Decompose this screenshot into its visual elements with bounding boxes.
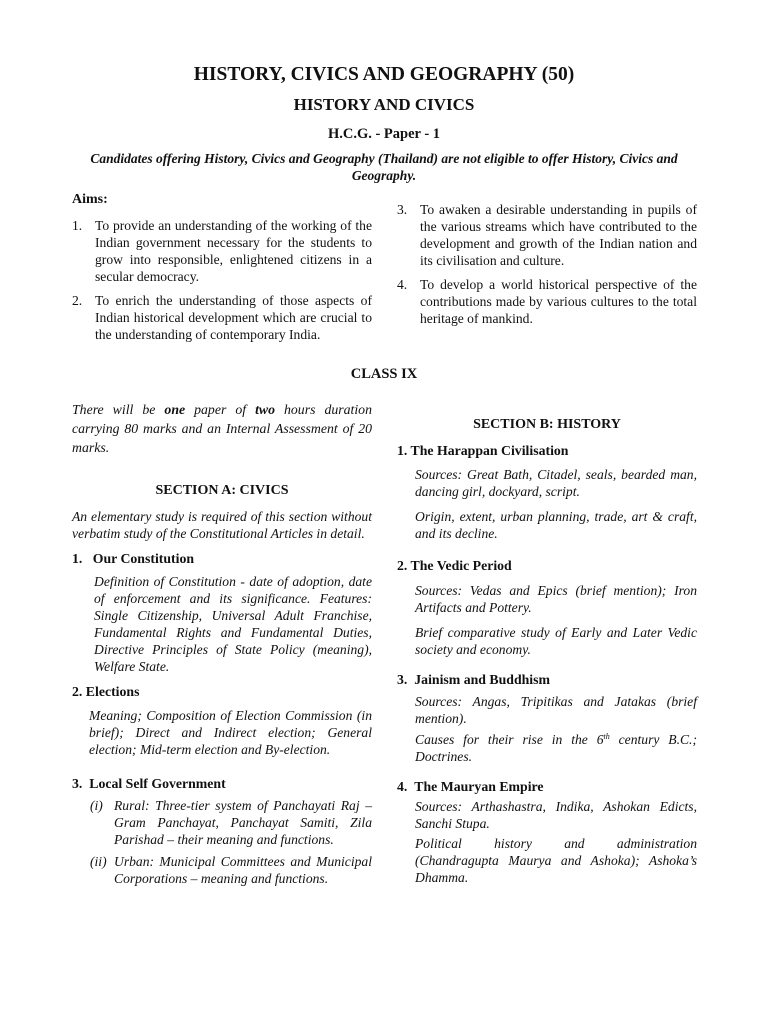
topic-heading: 1. The Harappan Civilisation — [397, 443, 569, 458]
sub-item-number: (ii) — [90, 854, 107, 869]
aim-number: 1. — [72, 218, 83, 233]
topic-number: 4. — [397, 779, 408, 794]
intro-text: There will be — [72, 402, 165, 417]
topic-heading — [397, 778, 697, 795]
document-subtitle: HISTORY AND CIVICS — [293, 95, 475, 114]
history-topic-harappan — [397, 442, 697, 542]
topic-text: Sources: Great Bath, Citadel, seals, bearded man, dancing girl, dockyard, script. — [415, 467, 697, 499]
history-topic-jainism — [397, 671, 697, 765]
aim-item — [72, 292, 372, 343]
history-topic-vedic — [397, 557, 697, 658]
topic-heading: 2. The Vedic Period — [397, 558, 512, 573]
topic-heading — [72, 775, 372, 792]
civics-topic-constitution — [72, 550, 372, 675]
intro-text: paper of — [185, 402, 256, 417]
aim-item — [72, 217, 372, 285]
topic-title: Jainism and Buddhism — [414, 672, 550, 687]
sub-item-text: Urban: Municipal Committees and Municipal Corporations – meaning and functions. — [114, 854, 372, 886]
sub-item-text: Rural: Three-tier system of Panchayati Raj – Gram Panchayat, Panchayat Samiti, Zila Parishad – their meaning and functions. — [114, 798, 372, 847]
aim-number: 4. — [397, 277, 408, 292]
paper-label: H.C.G. - Paper - 1 — [327, 126, 441, 142]
topic-text-part: century B.C.; Doctrines. — [415, 732, 697, 764]
topic-text-part: Causes for their rise in the 6 — [415, 732, 604, 747]
topic-text — [397, 731, 697, 765]
topic-text: Political history and administration (Chandragupta Maurya and Ashoka); Ashoka’s Dhamma. — [415, 836, 697, 885]
aims-right-column — [397, 201, 697, 334]
civics-intro-text: An elementary study is required of this section without verbatim study of the Constitutional Articles in detail. — [72, 509, 372, 541]
intro-bold-one: one — [164, 402, 186, 417]
aims-left-column — [72, 217, 372, 350]
aim-number: 3. — [397, 202, 408, 217]
document-title: HISTORY, CIVICS AND GEOGRAPHY (50) — [193, 64, 575, 85]
civics-intro — [72, 508, 372, 542]
topic-heading: 2. Elections — [72, 684, 140, 699]
aim-number: 2. — [72, 293, 83, 308]
civics-topic-elections — [72, 683, 372, 758]
sub-item-number: (i) — [90, 798, 103, 813]
topic-number: 1. — [72, 551, 83, 566]
topic-number: 3. — [72, 776, 83, 791]
topic-heading — [72, 550, 372, 567]
topic-heading — [397, 671, 697, 688]
topic-text: Sources: Arthashastra, Indika, Ashokan Edicts, Sanchi Stupa. — [415, 799, 697, 831]
topic-text: Definition of Constitution - date of adoption, date of enforcement and its significance. Features: Single Citizenship, Universal Adult Franchise, Fundamental Rights and Fundamental Duties, Directive Principles of State Policy (meaning), Welfare State. — [94, 574, 372, 674]
topic-title: The Mauryan Empire — [414, 779, 544, 794]
class-title: CLASS IX — [350, 366, 418, 382]
exam-intro — [72, 400, 372, 457]
section-a-title: SECTION A: CIVICS — [155, 483, 289, 498]
topic-number: 3. — [397, 672, 408, 687]
history-topic-mauryan — [397, 778, 697, 886]
topic-text: Sources: Vedas and Epics (brief mention); Iron Artifacts and Pottery. — [415, 583, 697, 615]
intro-bold-two: two — [255, 402, 275, 417]
sub-item-urban — [72, 853, 372, 887]
topic-title: Local Self Government — [89, 776, 226, 791]
topic-title: Our Constitution — [92, 551, 195, 566]
superscript: th — [603, 732, 610, 741]
section-b-title: SECTION B: HISTORY — [473, 417, 621, 432]
aim-text: To awaken a desirable understanding in pupils of the various streams which have contributed to the development and growth of the Indian nation and its civilisation and culture. — [420, 202, 697, 268]
civics-topic-local-government — [72, 775, 372, 887]
topic-text: Origin, extent, urban planning, trade, art & craft, and its decline. — [415, 509, 697, 541]
topic-text: Meaning; Composition of Election Commission (in brief); Direct and Indirect election; General election; Mid-term election and By-election. — [89, 708, 372, 757]
aim-item — [397, 201, 697, 269]
topic-text: Brief comparative study of Early and Later Vedic society and economy. — [415, 625, 697, 657]
eligibility-note: Candidates offering History, Civics and Geography (Thailand) are not eligible to offer History, Civics and Geography. — [90, 151, 678, 183]
aims-label: Aims: — [72, 192, 108, 207]
aim-text: To develop a world historical perspective of the contributions made by various cultures to the total heritage of mankind. — [420, 277, 697, 326]
sub-item-rural — [72, 797, 372, 848]
aim-item — [397, 276, 697, 327]
aim-text: To provide an understanding of the working of the Indian government necessary for the students to grow into responsible, enlightened citizens in a secular democracy. — [95, 218, 372, 284]
topic-text: Sources: Angas, Tripitikas and Jatakas (brief mention). — [415, 694, 697, 726]
aim-text: To enrich the understanding of those aspects of Indian historical development which are crucial to the understanding of contemporary India. — [95, 293, 372, 342]
intro-text: hours duration carrying 80 marks and an Internal Assessment of 20 marks. — [72, 402, 372, 455]
